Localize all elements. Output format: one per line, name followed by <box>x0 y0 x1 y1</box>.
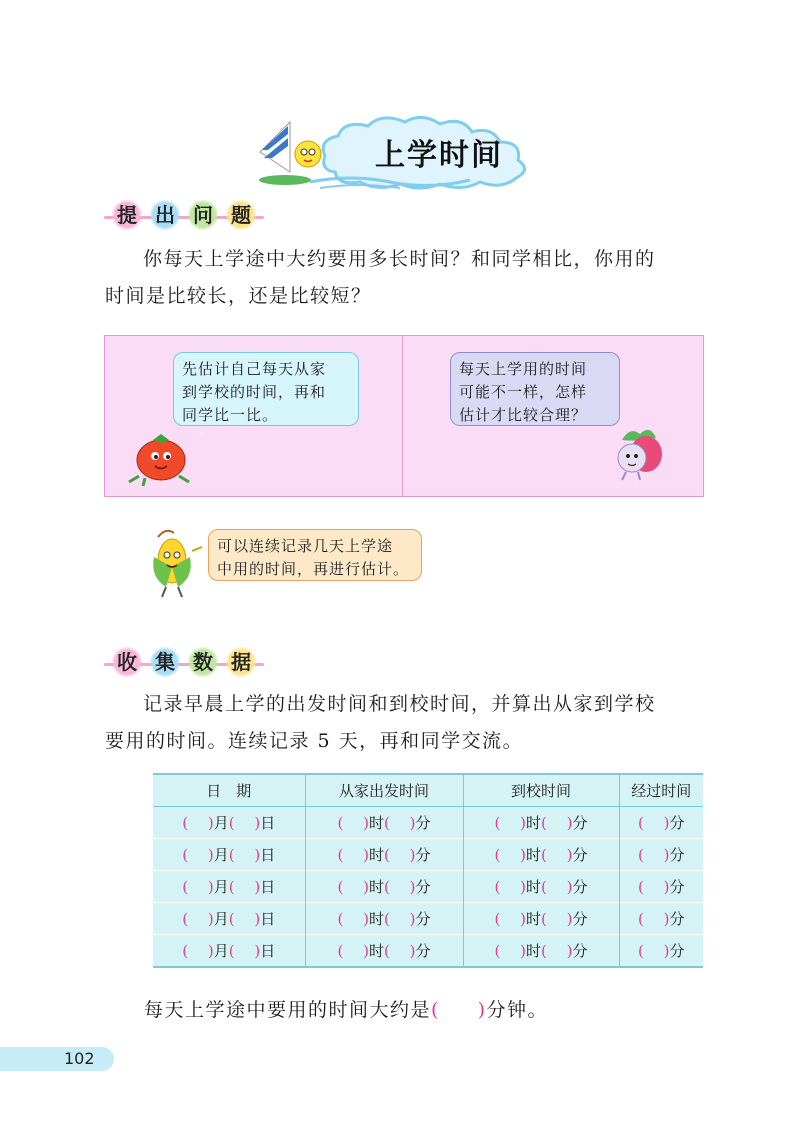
table-row <box>153 935 703 968</box>
heading-char: 问 <box>188 199 218 231</box>
bubble-line: 可能不一样，怎样 <box>459 383 588 401</box>
unit-label: 时 <box>525 878 541 896</box>
unit-label: 时 <box>525 846 541 864</box>
table-row <box>153 807 703 839</box>
blank-field[interactable]: ( ) <box>337 878 369 896</box>
unit-label: 分 <box>572 846 588 864</box>
section-heading-raise-question <box>104 199 264 235</box>
heading-char: 提 <box>112 199 142 231</box>
unit-label: 月 <box>213 846 229 864</box>
date-cell[interactable] <box>153 935 305 968</box>
radish-character-icon <box>610 424 670 484</box>
blank-field[interactable]: ( ) <box>541 846 573 864</box>
unit-label: 时 <box>525 942 541 960</box>
blank-field[interactable]: ( ) <box>228 910 261 928</box>
blank-field[interactable]: ( ) <box>541 878 573 896</box>
heading-char: 题 <box>226 199 256 231</box>
blank-field[interactable]: ( ) <box>228 814 261 832</box>
blank-field[interactable]: ( ) <box>337 942 369 960</box>
blank-field[interactable]: ( ) <box>337 814 369 832</box>
bubble-line: 到学校的时间，再和 <box>182 383 327 401</box>
blank-field[interactable]: ( ) <box>182 814 214 832</box>
unit-label: 时 <box>368 846 384 864</box>
unit-label: 分 <box>415 878 431 896</box>
departure-cell[interactable] <box>305 903 463 935</box>
unit-label: 时 <box>525 814 541 832</box>
bubble-line: 估计才比较合理？ <box>459 406 588 424</box>
departure-cell[interactable] <box>305 839 463 871</box>
unit-label: 月 <box>213 878 229 896</box>
unit-label: 分 <box>415 814 431 832</box>
arrival-cell[interactable] <box>463 935 619 968</box>
unit-label: 分 <box>415 942 431 960</box>
blank-field[interactable]: ( ) <box>494 942 526 960</box>
bubble-line: 可以连续记录几天上学途 <box>217 537 394 555</box>
speech-bubble-radish <box>450 352 620 426</box>
table-row <box>153 871 703 903</box>
unit-label: 分 <box>669 942 685 960</box>
collect-line: 要用的时间。连续记录 5 天，再和同学交流。 <box>105 730 524 752</box>
blank-field[interactable]: ( ) <box>494 846 526 864</box>
blank-field[interactable]: ( ) <box>182 846 214 864</box>
departure-cell[interactable] <box>305 807 463 839</box>
date-cell[interactable] <box>153 839 305 871</box>
date-cell[interactable] <box>153 807 305 839</box>
intro-paragraph <box>105 241 705 315</box>
speech-bubble-corn <box>208 529 422 581</box>
unit-label: 日 <box>260 846 276 864</box>
tomato-character-icon <box>123 426 203 486</box>
answer-blank[interactable]: ( ) <box>431 999 487 1021</box>
blank-field[interactable]: ( ) <box>494 910 526 928</box>
elapsed-cell[interactable] <box>619 871 703 903</box>
arrival-cell[interactable] <box>463 903 619 935</box>
collect-paragraph <box>105 686 705 760</box>
blank-field[interactable]: ( ) <box>541 942 573 960</box>
blank-field[interactable]: ( ) <box>541 814 573 832</box>
unit-label: 分 <box>669 846 685 864</box>
intro-line: 时间是比较长，还是比较短？ <box>105 285 372 307</box>
unit-label: 日 <box>260 942 276 960</box>
blank-field[interactable]: ( ) <box>337 910 369 928</box>
bubble-line: 每天上学用的时间 <box>459 360 588 378</box>
heading-char: 集 <box>150 646 180 678</box>
departure-cell[interactable] <box>305 935 463 968</box>
blank-field[interactable]: ( ) <box>228 878 261 896</box>
elapsed-cell[interactable] <box>619 903 703 935</box>
blank-field[interactable]: ( ) <box>384 846 416 864</box>
blank-field[interactable]: ( ) <box>228 942 261 960</box>
unit-label: 分 <box>669 814 685 832</box>
section-heading-collect-data <box>104 646 264 682</box>
unit-label: 分 <box>669 910 685 928</box>
unit-label: 分 <box>572 910 588 928</box>
bubble-line: 中用的时间，再进行估计。 <box>217 560 410 578</box>
unit-label: 月 <box>213 942 229 960</box>
header-departure-time: 从家出发时间 <box>305 774 463 807</box>
unit-label: 分 <box>415 910 431 928</box>
arrival-cell[interactable] <box>463 839 619 871</box>
heading-char: 出 <box>150 199 180 231</box>
date-cell[interactable] <box>153 903 305 935</box>
blank-field[interactable]: ( ) <box>384 910 416 928</box>
blank-field[interactable]: ( ) <box>384 942 416 960</box>
answer-text: 分钟。 <box>486 999 549 1021</box>
blank-field[interactable]: ( ) <box>638 846 670 864</box>
elapsed-cell[interactable] <box>619 935 703 968</box>
heading-char: 据 <box>226 646 256 678</box>
heading-char: 收 <box>112 646 142 678</box>
answer-text: 每天上学途中要用的时间大约是 <box>144 999 432 1021</box>
blank-field[interactable]: ( ) <box>494 878 526 896</box>
speech-bubble-tomato <box>173 352 359 426</box>
discussion-box <box>104 335 704 497</box>
blank-field[interactable]: ( ) <box>638 814 670 832</box>
unit-label: 时 <box>368 878 384 896</box>
blank-field[interactable]: ( ) <box>638 878 670 896</box>
elapsed-cell[interactable] <box>619 807 703 839</box>
blank-field[interactable]: ( ) <box>182 878 214 896</box>
unit-label: 时 <box>368 814 384 832</box>
unit-label: 分 <box>572 814 588 832</box>
title-banner <box>240 112 570 192</box>
table-row <box>153 839 703 871</box>
page-title: 上学时间 <box>375 138 503 173</box>
corn-character-icon <box>136 527 208 599</box>
blank-field[interactable]: ( ) <box>494 814 526 832</box>
elapsed-cell[interactable] <box>619 839 703 871</box>
page-number-tab <box>0 1047 114 1071</box>
collect-line: 记录早晨上学的出发时间和到校时间，并算出从家到学校 <box>143 693 656 715</box>
unit-label: 时 <box>368 942 384 960</box>
unit-label: 时 <box>525 910 541 928</box>
table-header-row <box>153 774 703 807</box>
unit-label: 月 <box>213 910 229 928</box>
arrival-cell[interactable] <box>463 807 619 839</box>
blank-field[interactable]: ( ) <box>541 910 573 928</box>
time-record-table <box>153 773 703 968</box>
intro-line: 你每天上学途中大约要用多长时间？和同学相比，你用的 <box>143 248 656 270</box>
blank-field[interactable]: ( ) <box>384 878 416 896</box>
unit-label: 日 <box>260 814 276 832</box>
unit-label: 分 <box>572 878 588 896</box>
answer-sentence <box>144 995 548 1022</box>
bubble-line: 先估计自己每天从家 <box>182 360 327 378</box>
blank-field[interactable]: ( ) <box>228 846 261 864</box>
date-cell[interactable] <box>153 871 305 903</box>
unit-label: 日 <box>260 878 276 896</box>
blank-field[interactable]: ( ) <box>638 942 670 960</box>
heading-char: 数 <box>188 646 218 678</box>
unit-label: 月 <box>213 814 229 832</box>
header-date: 日 期 <box>206 782 252 800</box>
blank-field[interactable]: ( ) <box>182 942 214 960</box>
bubble-line: 同学比一比。 <box>182 406 279 424</box>
blank-field[interactable]: ( ) <box>384 814 416 832</box>
unit-label: 分 <box>572 942 588 960</box>
unit-label: 时 <box>368 910 384 928</box>
departure-cell[interactable] <box>305 871 463 903</box>
header-elapsed-time: 经过时间 <box>619 774 703 807</box>
page-number: 102 <box>64 1049 95 1068</box>
unit-label: 分 <box>669 878 685 896</box>
blank-field[interactable]: ( ) <box>638 910 670 928</box>
unit-label: 日 <box>260 910 276 928</box>
header-arrival-time: 到校时间 <box>463 774 619 807</box>
arrival-cell[interactable] <box>463 871 619 903</box>
blank-field[interactable]: ( ) <box>337 846 369 864</box>
table-row <box>153 903 703 935</box>
unit-label: 分 <box>415 846 431 864</box>
blank-field[interactable]: ( ) <box>182 910 214 928</box>
